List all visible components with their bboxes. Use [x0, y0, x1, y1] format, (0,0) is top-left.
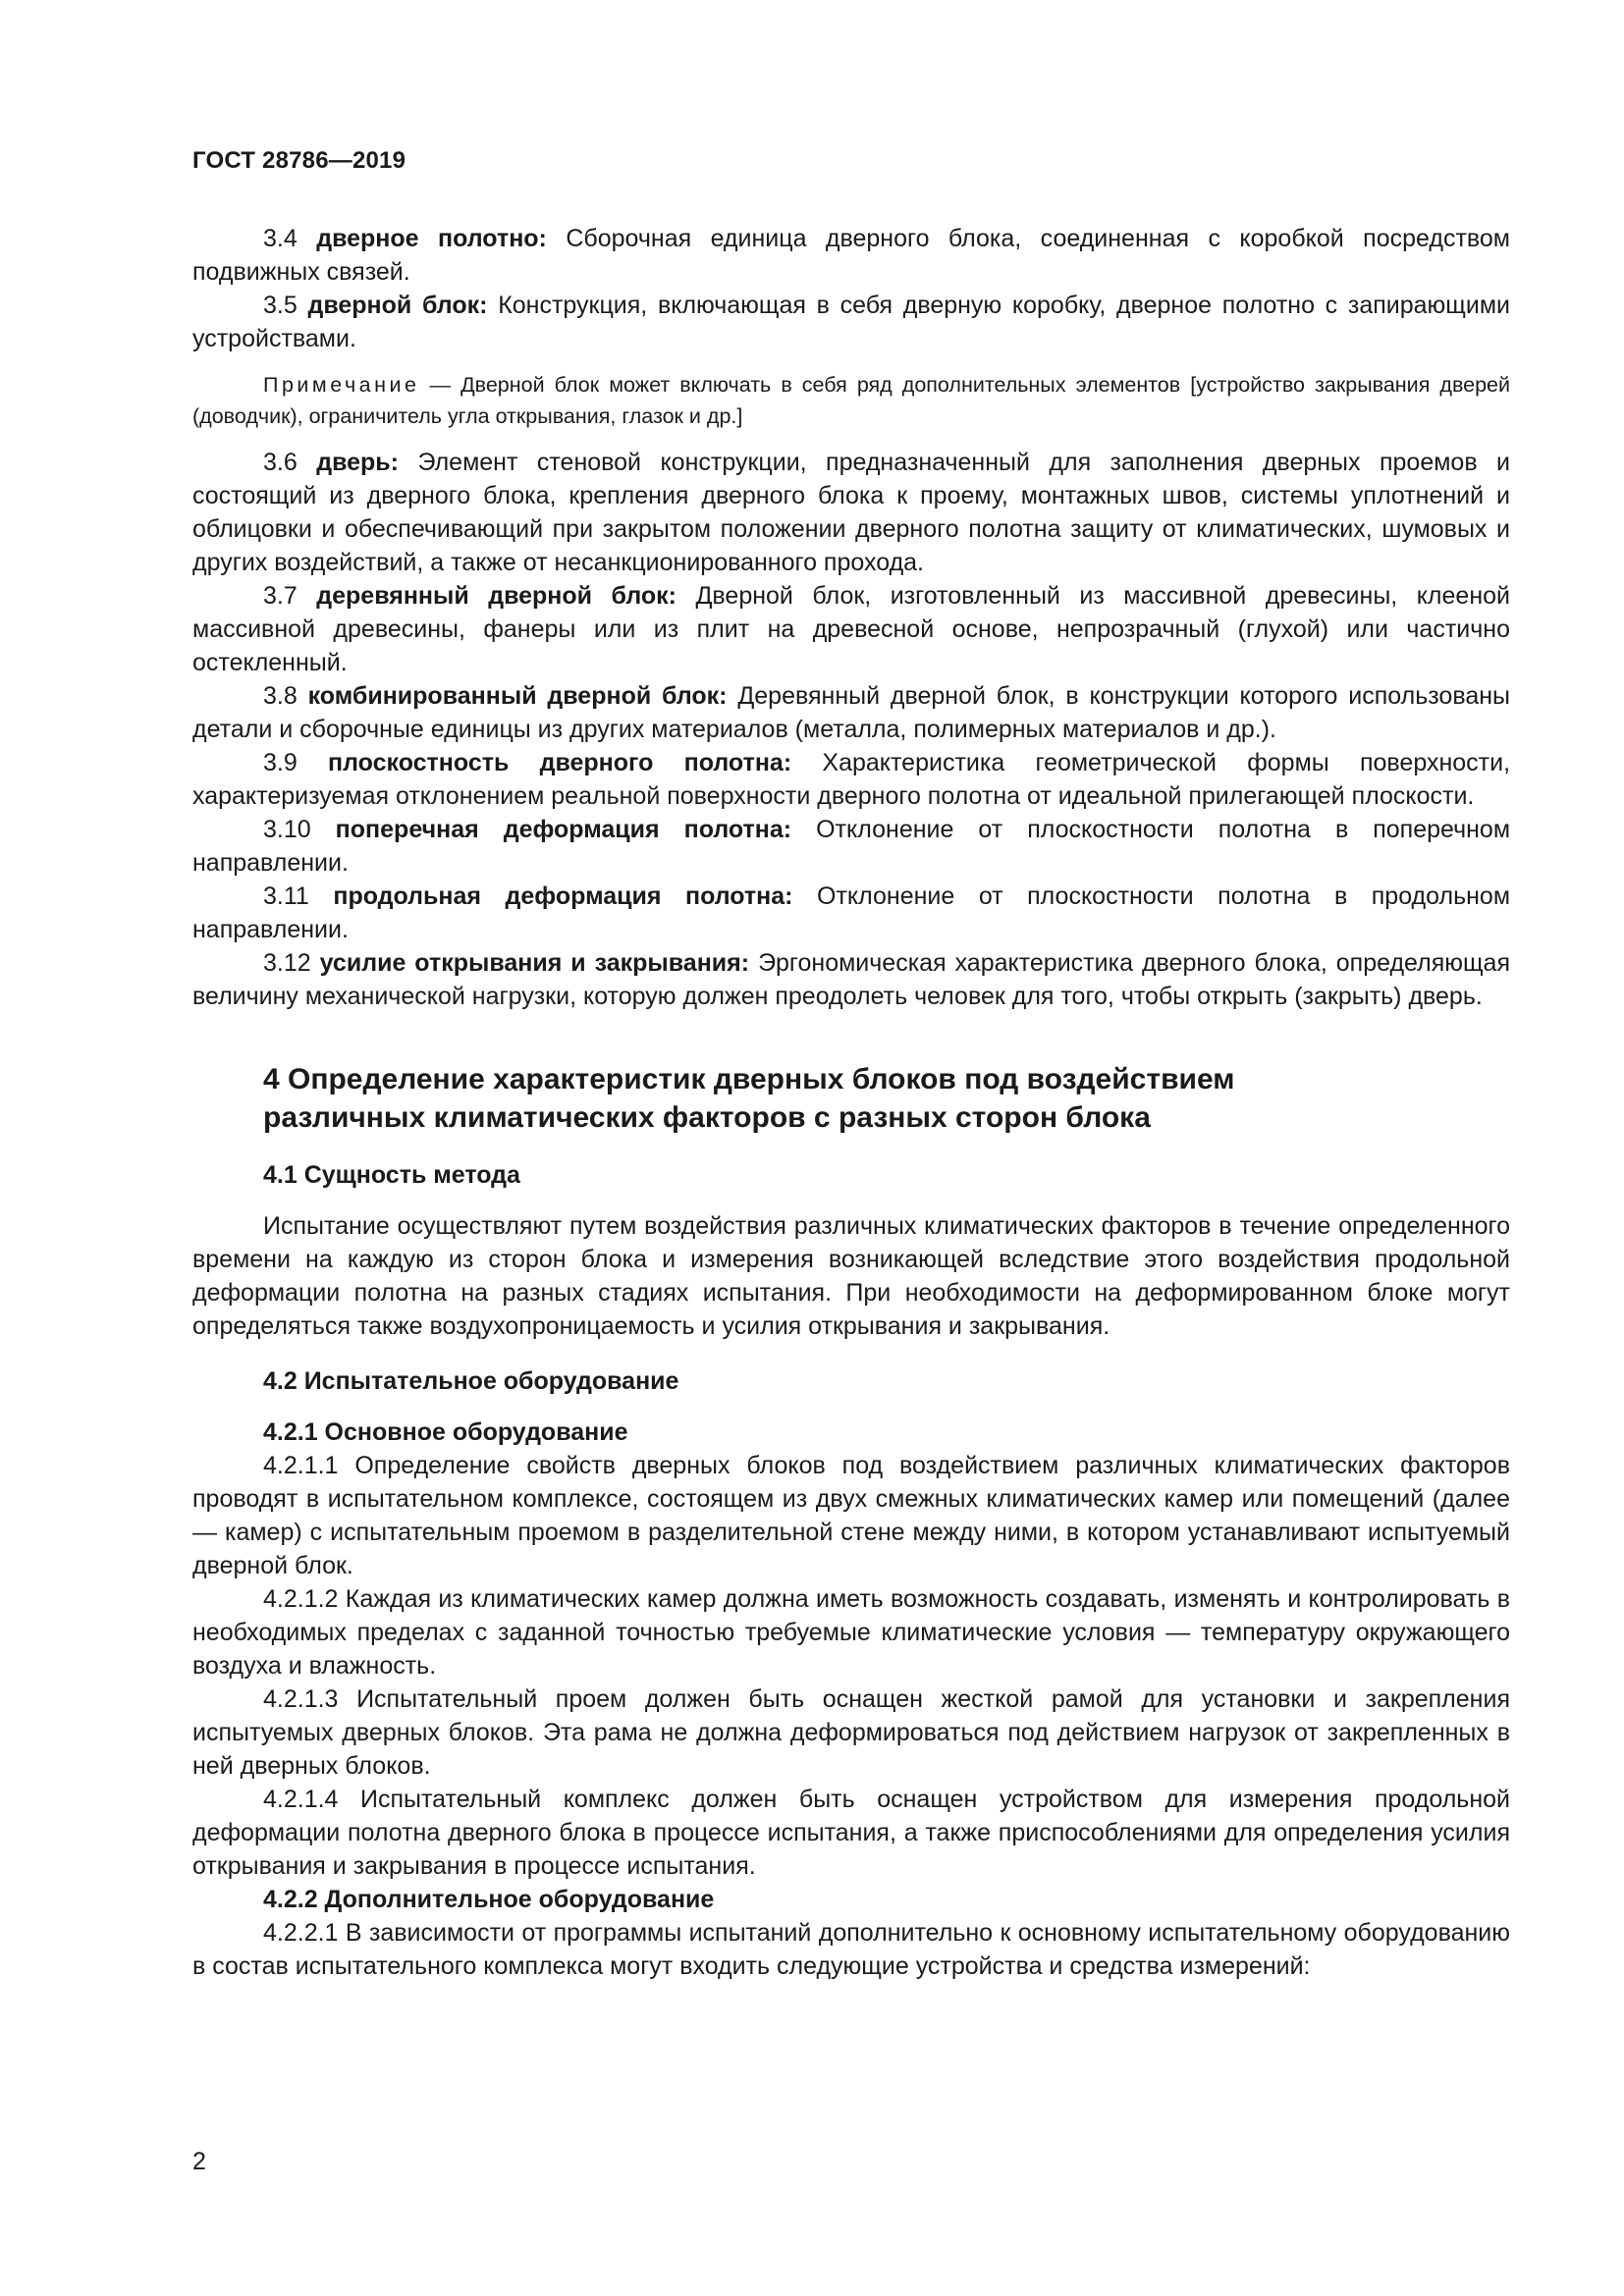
- definition-text: Сборочная единица дверного блока, соединенная с коробкой посредством подвижных связей.: [192, 225, 1510, 286]
- note: [192, 369, 1510, 432]
- definition-3-11: [192, 880, 1510, 946]
- definition-3-7: [192, 579, 1510, 679]
- definition-text: Конструкция, включающая в себя дверную коробку, дверное полотно с запирающими устройствами.: [192, 292, 1510, 352]
- term: усилие открывания и закрывания:: [319, 949, 750, 977]
- term: дверь:: [316, 449, 399, 476]
- clause-4-2-1-3: 4.2.1.3 Испытательный проем должен быть оснащен жесткой рамой для установки и закрепления испытуемых дверных блоков. Эта рама не должна деформироваться под действием нагрузок от закрепленных в ней дверных блоков.: [192, 1685, 1510, 1780]
- term: дверное полотно:: [316, 225, 547, 252]
- clause-number: 3.4: [263, 225, 298, 252]
- clause-number: 3.6: [263, 449, 298, 476]
- term: деревянный дверной блок:: [316, 582, 677, 610]
- page-number: 2: [192, 2148, 206, 2175]
- clause-4-2-1-1: 4.2.1.1 Определение свойств дверных блоков под воздействием различных климатических факторов проводят в испытательном комплексе, состоящем из двух смежных климатических камер или помещений (далее — камер) с испытательным проемом в разделительной стене между ними, в котором устанавливают испытуемый дверной блок.: [192, 1452, 1510, 1579]
- definition-3-9: [192, 746, 1510, 813]
- subsection-4-2-heading: 4.2 Испытательное оборудование: [263, 1367, 679, 1395]
- document-body: [192, 222, 1510, 1983]
- clause-number: 3.10: [263, 816, 311, 843]
- term: продольная деформация полотна:: [333, 882, 793, 910]
- document-header: ГОСТ 28786—2019: [192, 147, 406, 174]
- definition-3-4: [192, 222, 1510, 289]
- subsection-4-2-1-heading: 4.2.1 Основное оборудование: [263, 1418, 628, 1446]
- definition-text: Элемент стеновой конструкции, предназначенный для заполнения дверных проемов и состоящий из дверного блока, крепления дверного блока к проему, монтажных швов, системы уплотнений и облицовки и обеспечивающий при закрытом положении дверного полотна защиту от климатических, шумовых и других воздействий, а также от несанкционированного прохода.: [192, 449, 1511, 576]
- term: дверной блок:: [307, 292, 488, 319]
- definition-text: Отклонение от плоскостности полотна в продольном направлении.: [192, 882, 1511, 943]
- definition-3-8: [192, 679, 1510, 746]
- clause-number: 3.7: [263, 582, 298, 610]
- note-label: Примечание: [263, 373, 420, 397]
- clause-4-2-1-2: 4.2.1.2 Каждая из климатических камер должна иметь возможность создавать, изменять и контролировать в необходимых пределах с заданной точностью требуемые климатические условия — температуру окружающего воздуха и влажность.: [192, 1585, 1510, 1680]
- clause-4-2-1-4: 4.2.1.4 Испытательный комплекс должен быть оснащен устройством для измерения продольной деформации полотна дверного блока в процессе испытания, а также приспособлениями для определения усилия открывания и закрывания в процессе испытания.: [192, 1786, 1510, 1880]
- term: поперечная деформация полотна:: [335, 816, 792, 843]
- subsection-4-1-text: Испытание осуществляют путем воздействия различных климатических факторов в течение определенного времени на каждую из сторон блока и измерения возникающей вследствие этого воздействия продольной деформации полотна на разных стадиях испытания. При необходимости на деформированном блоке могут определяться также воздухопроницаемость и усилия открывания и закрывания.: [192, 1212, 1510, 1340]
- clause-number: 3.5: [263, 292, 298, 319]
- subsection-4-1-heading: 4.1 Сущность метода: [263, 1161, 520, 1189]
- definition-text: Дверной блок, изготовленный из массивной древесины, клееной массивной древесины, фанеры или из плит на древесной основе, непрозрачный (глухой) или частично остекленный.: [192, 582, 1510, 676]
- section-4-heading-line2: различных климатических факторов с разных сторон блока: [263, 1101, 1151, 1134]
- definition-text: Отклонение от плоскостности полотна в поперечном направлении.: [192, 816, 1511, 877]
- term: комбинированный дверной блок:: [307, 682, 728, 710]
- definition-text: Эргономическая характеристика дверного блока, определяющая величину механической нагрузки, которую должен преодолеть человек для того, чтобы открыть (закрыть) дверь.: [192, 949, 1510, 1010]
- definition-3-12: [192, 946, 1510, 1013]
- section-4-heading-line1: 4 Определение характеристик дверных блоков под воздействием: [263, 1063, 1235, 1095]
- term: плоскостность дверного полотна:: [328, 749, 792, 776]
- section-4-heading: [192, 1060, 1510, 1137]
- definition-3-5: [192, 289, 1510, 355]
- subsection-4-2-2-heading: 4.2.2 Дополнительное оборудование: [263, 1886, 715, 1913]
- definition-text: Деревянный дверной блок, в конструкции которого использованы детали и сборочные единицы из других материалов (металла, полимерных материалов и др.).: [192, 682, 1511, 743]
- clause-number: 3.11: [263, 882, 309, 910]
- note-text: — Дверной блок может включать в себя ряд дополнительных элементов [устройство закрывания дверей (доводчик), ограничитель угла открывания, глазок и др.]: [192, 373, 1511, 428]
- definition-3-6: [192, 446, 1510, 579]
- definition-text: Характеристика геометрической формы поверхности, характеризуемая отклонением реальной поверхности дверного полотна от идеальной прилегающей плоскости.: [192, 749, 1511, 810]
- clause-number: 3.8: [263, 682, 298, 710]
- clause-4-2-2-1: 4.2.2.1 В зависимости от программы испытаний дополнительно к основному испытательному оборудованию в состав испытательного комплекса могут входить следующие устройства и средства измерений:: [192, 1919, 1510, 1980]
- clause-number: 3.9: [263, 749, 298, 776]
- definition-3-10: [192, 813, 1510, 880]
- clause-number: 3.12: [263, 949, 311, 977]
